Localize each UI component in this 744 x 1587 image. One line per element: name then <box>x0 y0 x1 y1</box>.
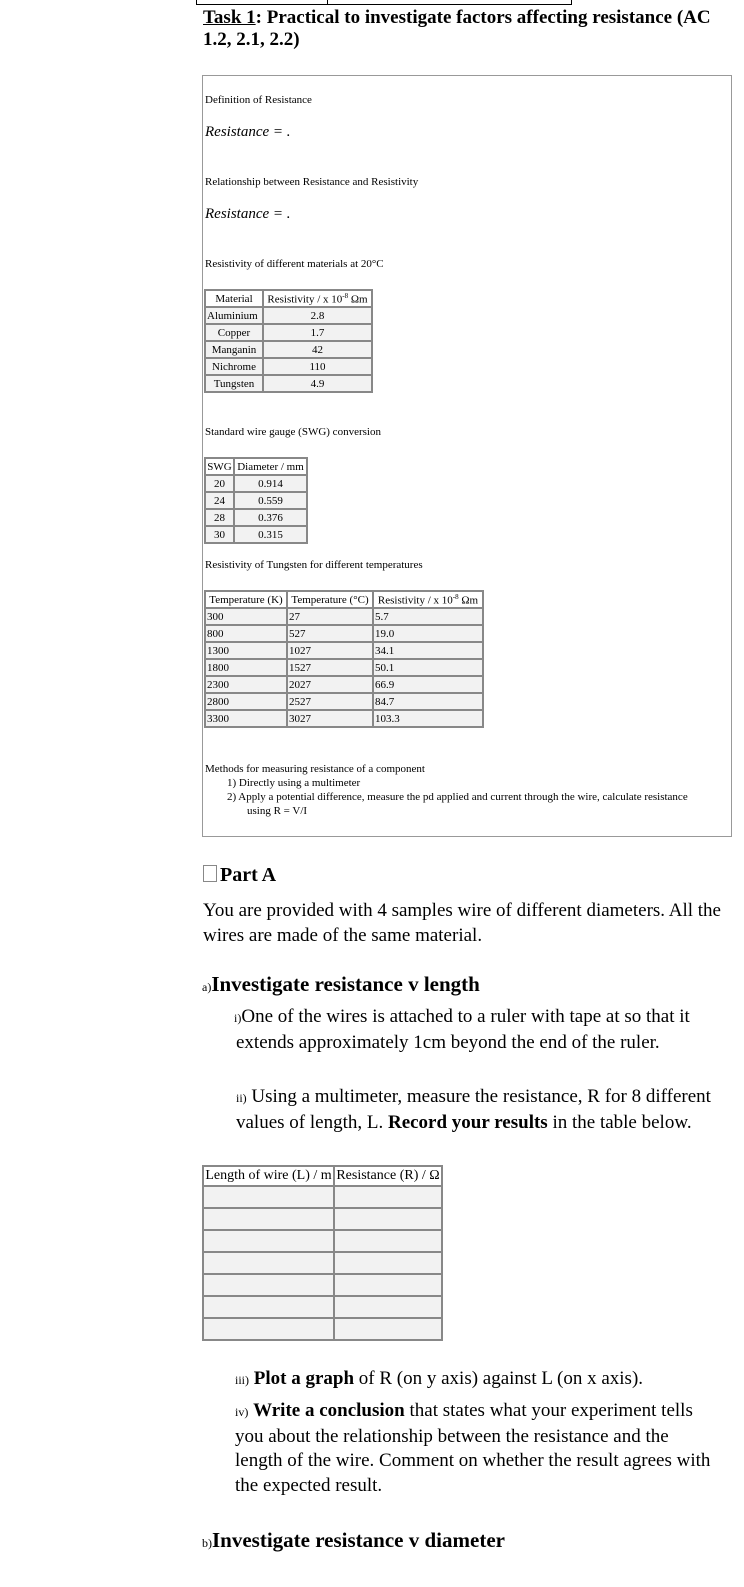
table-cell: 1527 <box>287 659 373 676</box>
swg-heading: Standard wire gauge (SWG) conversion <box>205 426 381 438</box>
results-table <box>202 1165 443 1341</box>
table-cell: 3300 <box>205 710 287 727</box>
table-row <box>203 1208 442 1230</box>
resistance-input-cell[interactable] <box>334 1186 442 1208</box>
table-cell: 24 <box>205 492 234 509</box>
table-row <box>205 608 483 625</box>
step-ii: ii) Using a multimeter, measure the resistance, R for 8 different values of length, L. Record your results in the table below. <box>236 1086 711 1133</box>
table-cell: 66.9 <box>373 676 483 693</box>
table-row <box>203 1186 442 1208</box>
table-cell: 20 <box>205 475 234 492</box>
table-cell: 2300 <box>205 676 287 693</box>
table-row <box>205 642 483 659</box>
checkbox-placeholder-icon <box>203 865 217 882</box>
table-cell: 28 <box>205 509 234 526</box>
resistance-input-cell[interactable] <box>334 1318 442 1340</box>
table-row <box>205 659 483 676</box>
table-cell: 5.7 <box>373 608 483 625</box>
definition-formula: Resistance = . <box>205 124 291 140</box>
table-cell: Tungsten <box>205 375 263 392</box>
step-iv: iv) Write a conclusion that states what your experiment tells you about the relationship between the resistance and the length of the wire. Comment on whether the result agrees with the expected result. <box>235 1400 711 1496</box>
section-a-heading: a)Investigate resistance v length <box>202 972 480 996</box>
table-cell: Copper <box>205 324 263 341</box>
table-cell: 84.7 <box>373 693 483 710</box>
method-2-continued: using R = V/I <box>247 805 308 817</box>
resistance-input-cell[interactable] <box>334 1296 442 1318</box>
part-a-intro: You are provided with 4 samples wire of different diameters. All the wires are made of the same material. <box>203 900 721 946</box>
table-row <box>203 1296 442 1318</box>
length-input-cell[interactable] <box>203 1296 334 1318</box>
table-cell: 30 <box>205 526 234 543</box>
page-title <box>203 7 733 51</box>
table-cell: 42 <box>263 341 372 358</box>
table-cell: 3027 <box>287 710 373 727</box>
results-col-header: Length of wire (L) / m <box>203 1166 334 1186</box>
task-title-text: : Practical to investigate factors affecting resistance (AC 1.2, 2.1, 2.2) <box>203 7 711 50</box>
resistance-input-cell[interactable] <box>334 1208 442 1230</box>
length-input-cell[interactable] <box>203 1274 334 1296</box>
table-cell: Nichrome <box>205 358 263 375</box>
table-row <box>203 1230 442 1252</box>
table-row <box>203 1252 442 1274</box>
materials-table <box>204 289 373 393</box>
method-2: 2) Apply a potential difference, measure the pd applied and current through the wire, calculate resistance <box>227 791 688 803</box>
table-cell: 800 <box>205 625 287 642</box>
swg-table <box>204 457 308 544</box>
table-cell: 103.3 <box>373 710 483 727</box>
table-cell: 1800 <box>205 659 287 676</box>
table-cell: 0.376 <box>234 509 307 526</box>
resistivity-heading: Resistivity of different materials at 20°C <box>205 258 384 270</box>
table-row <box>205 693 483 710</box>
tungsten-heading: Resistivity of Tungsten for different temperatures <box>205 559 423 571</box>
resistance-input-cell[interactable] <box>334 1252 442 1274</box>
table-row <box>205 375 372 392</box>
table-cell: 300 <box>205 608 287 625</box>
table-row <box>205 509 307 526</box>
swg-col-header: Diameter / mm <box>234 458 307 475</box>
table-cell: 1.7 <box>263 324 372 341</box>
tungsten-table <box>204 590 484 728</box>
table-cell: Manganin <box>205 341 263 358</box>
relationship-heading: Relationship between Resistance and Resistivity <box>205 176 419 188</box>
table-row <box>203 1318 442 1340</box>
table-cell: 27 <box>287 608 373 625</box>
table-cell: 0.315 <box>234 526 307 543</box>
table-row <box>205 324 372 341</box>
table-row <box>205 475 307 492</box>
table-cell: 110 <box>263 358 372 375</box>
length-input-cell[interactable] <box>203 1230 334 1252</box>
step-i: i)One of the wires is attached to a ruler with tape at so that it extends approximately 1cm beyond the end of the ruler. <box>234 1006 690 1053</box>
definition-heading: Definition of Resistance <box>205 94 312 106</box>
table-row <box>205 676 483 693</box>
table-cell: 2527 <box>287 693 373 710</box>
length-input-cell[interactable] <box>203 1186 334 1208</box>
table-cell: 1300 <box>205 642 287 659</box>
table-cell: 2800 <box>205 693 287 710</box>
table-cell: Aluminium <box>205 307 263 324</box>
task-label: Task 1 <box>203 7 256 28</box>
table-row <box>205 526 307 543</box>
table-cell: 4.9 <box>263 375 372 392</box>
table-row <box>205 358 372 375</box>
results-col-header: Resistance (R) / Ω <box>334 1166 442 1186</box>
table-cell: 0.914 <box>234 475 307 492</box>
table-cell: 2.8 <box>263 307 372 324</box>
method-1: 1) Directly using a multimeter <box>227 777 361 789</box>
tungsten-col-header: Temperature (K) <box>205 591 287 608</box>
table-row <box>205 492 307 509</box>
table-row <box>205 710 483 727</box>
table-row <box>205 307 372 324</box>
methods-heading: Methods for measuring resistance of a component <box>205 763 425 775</box>
step-iii: iii) Plot a graph of R (on y axis) against L (on x axis). <box>235 1368 644 1389</box>
resistance-input-cell[interactable] <box>334 1274 442 1296</box>
tungsten-col-header: Resistivity / x $10^{-8}$ Ωm <box>373 591 483 608</box>
table-cell: 34.1 <box>373 642 483 659</box>
methods-section <box>205 762 688 818</box>
materials-col-header: Resistivity / x $10^{-8}$ Ωm <box>263 290 372 307</box>
relationship-formula: Resistance = . <box>205 206 291 222</box>
information-box <box>202 75 732 837</box>
length-input-cell[interactable] <box>203 1252 334 1274</box>
tungsten-col-header: Temperature (°C) <box>287 591 373 608</box>
length-input-cell[interactable] <box>203 1208 334 1230</box>
table-cell: 1027 <box>287 642 373 659</box>
resistance-input-cell[interactable] <box>334 1230 442 1252</box>
table-cell: 50.1 <box>373 659 483 676</box>
materials-col-header: Material <box>205 290 263 307</box>
table-cell: 2027 <box>287 676 373 693</box>
length-input-cell[interactable] <box>203 1318 334 1340</box>
swg-col-header: SWG <box>205 458 234 475</box>
table-row <box>205 625 483 642</box>
table-cell: 0.559 <box>234 492 307 509</box>
table-cell: 19.0 <box>373 625 483 642</box>
part-a-heading: Part A <box>203 864 276 887</box>
table-row <box>205 341 372 358</box>
table-cell: 527 <box>287 625 373 642</box>
section-b-heading: b)Investigate resistance v diameter <box>202 1528 505 1552</box>
table-row <box>203 1274 442 1296</box>
top-box-border <box>196 0 572 5</box>
